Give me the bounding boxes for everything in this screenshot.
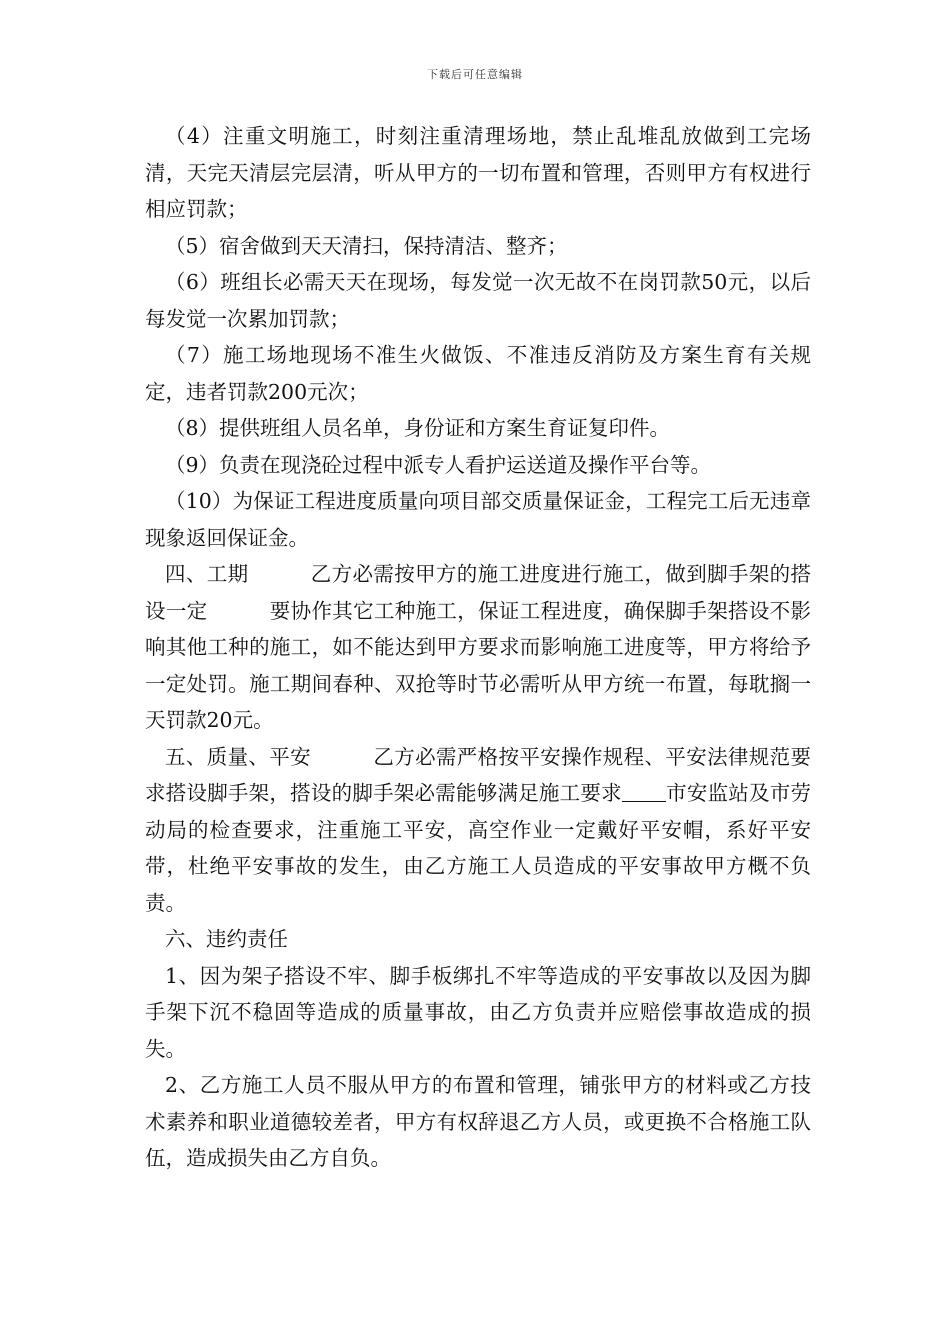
section-5-heading: 五、质量、平安 bbox=[165, 744, 311, 769]
clause-1: 1、因为架子搭设不牢、脚手板绑扎不牢等造成的平安事故以及因为脚手架下沉不稳固等造成的质量事故，由乙方负责并应赔偿事故造成的损失。 bbox=[145, 963, 811, 1061]
clause-2: 2、乙方施工人员不服从甲方的布置和管理，铺张甲方的材料或乙方技术素养和职业道德较差者，甲方有权辞退乙方人员，或更换不合格施工队伍，造成损失由乙方自负。 bbox=[145, 1073, 811, 1170]
section-5-text-part-1: 乙方必需严格按平安操作规程、平安法律规范要求搭设脚手架，搭设的脚手架必需能够满足施工要求 bbox=[145, 744, 811, 805]
section-5-quality-safety bbox=[145, 739, 811, 922]
item-10: （10）为保证工程进度质量向项目部交质量保证金，工程完工后无违章现象返回保证金。 bbox=[145, 489, 811, 550]
item-4: （4）注重文明施工，时刻注重清理场地，禁止乱堆乱放做到工完场清，天完天清层完层清，听从甲方的一切布置和管理，否则甲方有权进行相应罚款； bbox=[145, 124, 811, 221]
section-4-heading: 四、工期 bbox=[165, 562, 249, 586]
section-4-text-part-1: 乙方必需按甲方的施工进度进行施工，做到脚手架的搭设一定 bbox=[145, 562, 812, 623]
item-6: （6）班组长必需天天在现场，每发觉一次无故不在岗罚款50元，以后每发觉一次累加罚款； bbox=[145, 270, 811, 331]
item-8: （8）提供班组人员名单，身份证和方案生育证复印件。 bbox=[165, 416, 671, 440]
section-4-schedule bbox=[145, 556, 811, 739]
item-9: （9）负责在现浇砼过程中派专人看护运送道及操作平台等。 bbox=[165, 452, 712, 477]
item-7: （7）施工场地现场不准生火做饭、不准违反消防及方案生育有关规定，违者罚款200元次； bbox=[145, 343, 811, 404]
section-5-text-part-2: 市安监站及市劳动局的检查要求，注重施工平安，高空作业一定戴好平安帽，系好平安带，杜绝平安事故的发生，由乙方施工人员造成的平安事故甲方概不负责。 bbox=[145, 781, 812, 915]
page-header: 下载后可任意编辑 bbox=[427, 68, 523, 81]
document-body bbox=[145, 118, 811, 1177]
section-4-text-part-2: 要协作其它工种施工，保证工程进度，确保脚手架搭设不影响其他工种的施工，如不能达到甲方要求而影响施工进度等，甲方将给予一定处罚。施工期间春种、双抢等时节必需听从甲方统一布置，每耽搁一天罚款20元。 bbox=[145, 598, 812, 732]
blank-underline bbox=[622, 781, 666, 802]
item-5: （5）宿舍做到天天清扫，保持清洁、整齐； bbox=[165, 233, 568, 258]
section-6-heading: 六、违约责任 bbox=[165, 927, 288, 951]
